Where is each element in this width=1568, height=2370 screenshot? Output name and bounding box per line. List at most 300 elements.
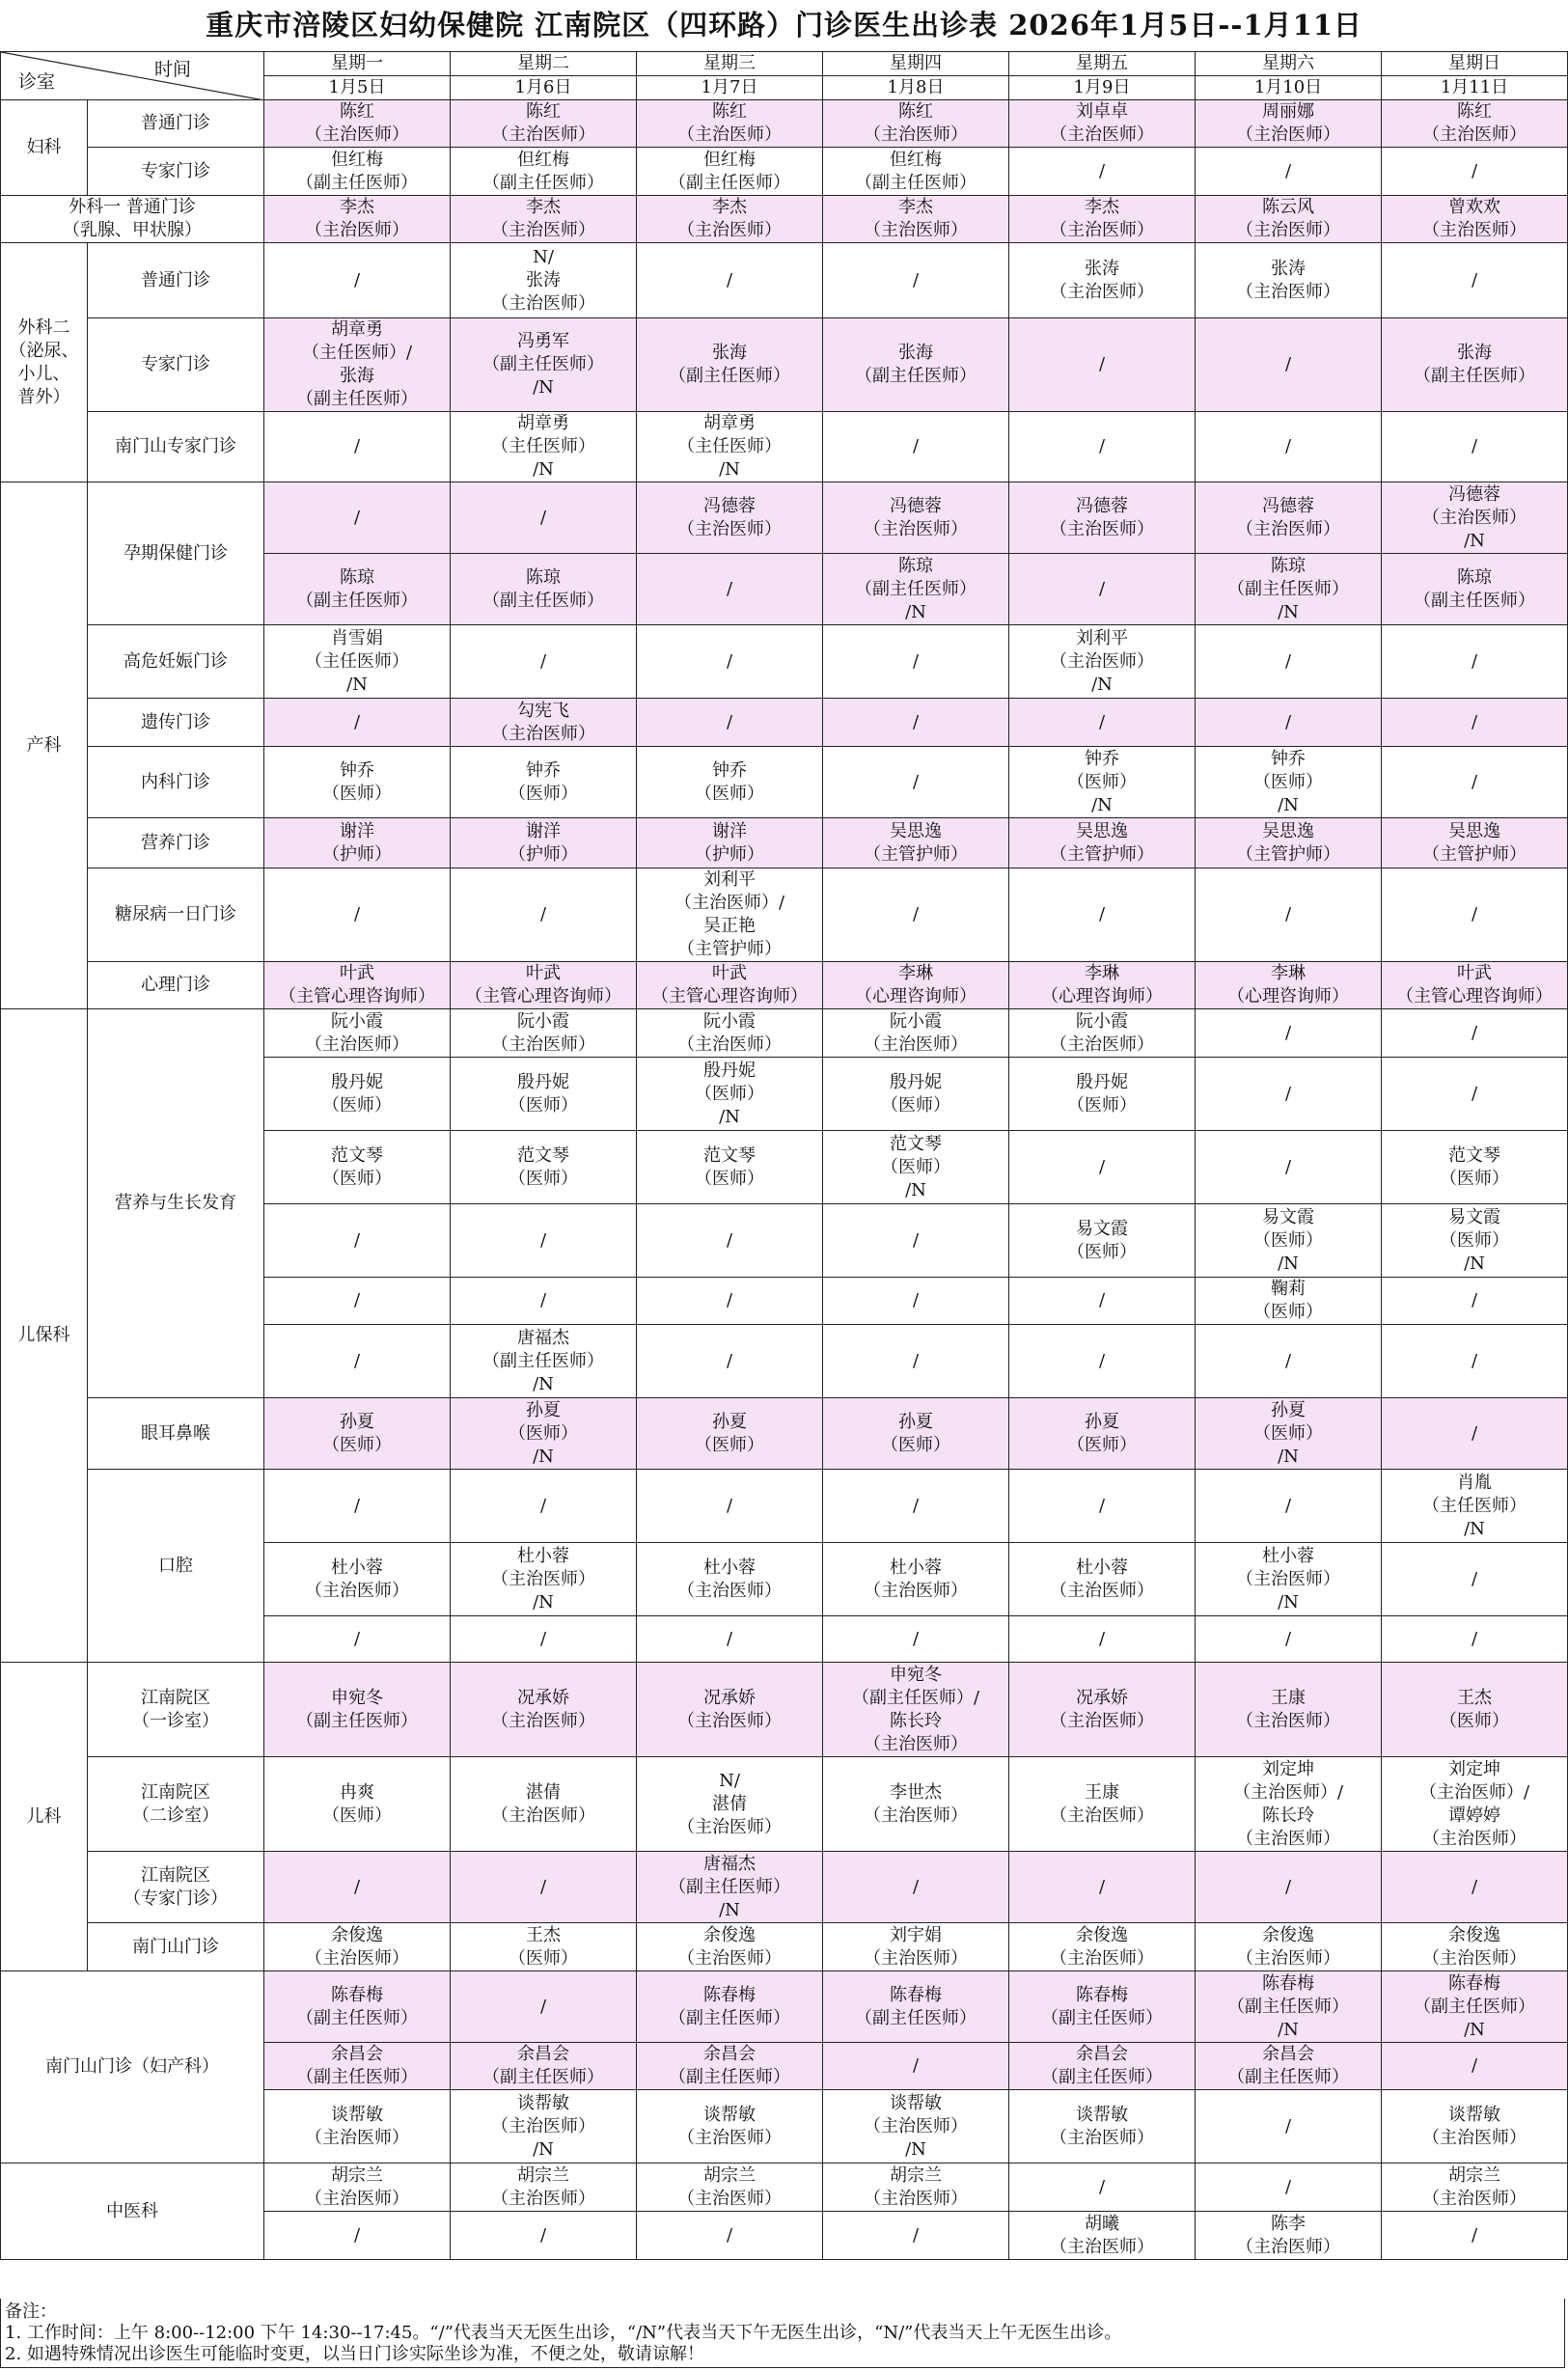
- schedule-cell: 冯德蓉 （主治医师）: [1196, 482, 1382, 554]
- schedule-cell: /: [1382, 699, 1568, 747]
- schedule-cell: 杜小蓉 （主治医师）: [823, 1543, 1009, 1616]
- schedule-cell: 殷丹妮 （医师）: [264, 1058, 451, 1131]
- schedule-cell: /: [823, 2212, 1009, 2260]
- table-row: [1, 699, 1568, 747]
- schedule-cell: /: [1382, 412, 1568, 482]
- date-header: 1月5日: [264, 76, 451, 100]
- schedule-cell: 王康 （主治医师）: [1196, 1663, 1382, 1757]
- schedule-cell: 谢洋 （护师）: [264, 818, 451, 868]
- schedule-cell: 余俊逸 （主治医师）: [1009, 1923, 1196, 1971]
- clinic-name-cell: 专家门诊: [88, 148, 264, 196]
- schedule-cell: 陈春梅 （副主任医师）: [264, 1971, 451, 2043]
- schedule-cell: /: [1009, 1278, 1196, 1325]
- schedule-cell: 谈帮敏 （主治医师） /N: [451, 2090, 637, 2163]
- schedule-cell: /: [1009, 318, 1196, 412]
- schedule-cell: /: [1196, 625, 1382, 699]
- clinic-name-cell: 眼耳鼻喉: [88, 1398, 264, 1470]
- schedule-cell: /: [637, 1325, 823, 1398]
- schedule-cell: 但红梅 （副主任医师）: [451, 148, 637, 196]
- schedule-cell: 李杰 （主治医师）: [823, 196, 1009, 243]
- schedule-cell: 陈琼 （副主任医师） /N: [1196, 554, 1382, 625]
- schedule-cell: 范文琴 （医师）: [451, 1131, 637, 1204]
- schedule-cell: 余昌会 （副主任医师）: [637, 2043, 823, 2090]
- date-header: 1月9日: [1009, 76, 1196, 100]
- schedule-cell: 余俊逸 （主治医师）: [1382, 1923, 1568, 1971]
- schedule-cell: 谢洋 （护师）: [451, 818, 637, 868]
- schedule-cell: 陈琼 （副主任医师）: [451, 554, 637, 625]
- table-row: [1, 747, 1568, 818]
- schedule-cell: 但红梅 （副主任医师）: [823, 148, 1009, 196]
- schedule-cell: /: [451, 1204, 637, 1278]
- schedule-cell: 唐福杰 （副主任医师） /N: [451, 1325, 637, 1398]
- schedule-cell: 李杰 （主治医师）: [637, 196, 823, 243]
- schedule-cell: 殷丹妮 （医师）: [451, 1058, 637, 1131]
- schedule-cell: /: [1009, 412, 1196, 482]
- date-header: 1月8日: [823, 76, 1009, 100]
- clinic-name-cell: 南门山门诊: [88, 1923, 264, 1971]
- schedule-cell: 吴思逸 （主管护师）: [1382, 818, 1568, 868]
- schedule-cell: /: [823, 243, 1009, 318]
- schedule-cell: 孙夏 （医师） /N: [451, 1398, 637, 1470]
- department-cell: 南门山门诊（妇产科）: [1, 1971, 264, 2163]
- table-row: [1, 1009, 1568, 1058]
- corner-room-label: 诊室: [18, 71, 56, 93]
- schedule-cell: 胡章勇 （主任医师） /N: [451, 412, 637, 482]
- schedule-cell: /: [1196, 2090, 1382, 2163]
- schedule-cell: 谈帮敏 （主治医师）: [264, 2090, 451, 2163]
- schedule-cell: /: [637, 1278, 823, 1325]
- schedule-cell: N/ 张涛 （主治医师）: [451, 243, 637, 318]
- schedule-cell: 胡曦 （主治医师）: [1009, 2212, 1196, 2260]
- schedule-cell: 范文琴 （医师）: [264, 1131, 451, 1204]
- schedule-cell: 吴思逸 （主管护师）: [1196, 818, 1382, 868]
- table-row: [1, 318, 1568, 412]
- schedule-cell: /: [1196, 1470, 1382, 1543]
- schedule-cell: 叶武 （主管心理咨询师）: [264, 962, 451, 1009]
- schedule-cell: 叶武 （主管心理咨询师）: [1382, 962, 1568, 1009]
- clinic-name-cell: 普通门诊: [88, 100, 264, 148]
- schedule-table: [0, 51, 1568, 2260]
- table-row: [1, 962, 1568, 1009]
- schedule-cell: /: [264, 2212, 451, 2260]
- schedule-cell: 孙夏 （医师）: [823, 1398, 1009, 1470]
- schedule-cell: 冉爽 （医师）: [264, 1757, 451, 1852]
- schedule-cell: 刘利平 （主治医师）/ 吴正艳 （主管护师）: [637, 868, 823, 962]
- schedule-cell: /: [1382, 1325, 1568, 1398]
- table-row: [1, 818, 1568, 868]
- schedule-cell: 谈帮敏 （主治医师）: [1009, 2090, 1196, 2163]
- schedule-cell: 易文霞 （医师） /N: [1382, 1204, 1568, 1278]
- schedule-cell: 阮小霞 （主治医师）: [823, 1009, 1009, 1058]
- weekday-header: 星期日: [1382, 52, 1568, 76]
- schedule-cell: 陈春梅 （副主任医师）: [823, 1971, 1009, 2043]
- clinic-name-cell: 江南院区 （二诊室）: [88, 1757, 264, 1852]
- schedule-cell: 陈琼 （副主任医师） /N: [823, 554, 1009, 625]
- table-row: [1, 868, 1568, 962]
- schedule-cell: 范文琴 （医师）: [1382, 1131, 1568, 1204]
- schedule-cell: /: [1382, 243, 1568, 318]
- page-title: 重庆市涪陵区妇幼保健院 江南院区（四环路）门诊医生出诊表 2026年1月5日--1月11日: [206, 9, 1362, 41]
- schedule-cell: /: [823, 868, 1009, 962]
- schedule-cell: /: [637, 2212, 823, 2260]
- schedule-cell: 胡宗兰 （主治医师）: [823, 2163, 1009, 2212]
- schedule-cell: /: [264, 1325, 451, 1398]
- schedule-cell: /: [1196, 1852, 1382, 1923]
- schedule-cell: 胡章勇 （主任医师）/ 张海 （副主任医师）: [264, 318, 451, 412]
- notes-line-1: 1. 工作时间：上午 8:00--12:00 下午 14:30--17:45。“/”代表当天无医生出诊，“/N”代表当天下午无医生出诊，“N/”代表当天上午无医生出诊。: [5, 2323, 1122, 2343]
- date-header: 1月10日: [1196, 76, 1382, 100]
- schedule-cell: 冯德蓉 （主治医师）: [823, 482, 1009, 554]
- schedule-cell: /: [1382, 1398, 1568, 1470]
- clinic-name-cell: 普通门诊: [88, 243, 264, 318]
- schedule-cell: 唐福杰 （副主任医师） /N: [637, 1852, 823, 1923]
- schedule-cell: 王杰 （医师）: [1382, 1663, 1568, 1757]
- schedule-cell: 张海 （副主任医师）: [637, 318, 823, 412]
- schedule-cell: /: [1196, 2163, 1382, 2212]
- table-row: [1, 1398, 1568, 1470]
- schedule-cell: /: [264, 1852, 451, 1923]
- schedule-cell: 勾宪飞 （主治医师）: [451, 699, 637, 747]
- schedule-cell: /: [1009, 554, 1196, 625]
- schedule-cell: 易文霞 （医师）: [1009, 1204, 1196, 1278]
- schedule-cell: /: [1382, 1058, 1568, 1131]
- schedule-cell: 王康 （主治医师）: [1009, 1757, 1196, 1852]
- schedule-cell: 余俊逸 （主治医师）: [1196, 1923, 1382, 1971]
- schedule-cell: 李琳 （心理咨询师）: [823, 962, 1009, 1009]
- schedule-cell: 钟乔 （医师）: [451, 747, 637, 818]
- schedule-cell: 范文琴 （医师） /N: [823, 1131, 1009, 1204]
- schedule-cell: 况承娇 （主治医师）: [1009, 1663, 1196, 1757]
- schedule-cell: 张海 （副主任医师）: [1382, 318, 1568, 412]
- table-row: [1, 1470, 1568, 1543]
- schedule-cell: 余昌会 （副主任医师）: [451, 2043, 637, 2090]
- schedule-cell: 况承娇 （主治医师）: [451, 1663, 637, 1757]
- schedule-cell: 吴思逸 （主管护师）: [823, 818, 1009, 868]
- weekday-header: 星期三: [637, 52, 823, 76]
- schedule-cell: /: [264, 699, 451, 747]
- table-row: [1, 1757, 1568, 1852]
- schedule-cell: 陈琼 （副主任医师）: [264, 554, 451, 625]
- schedule-cell: 余俊逸 （主治医师）: [637, 1923, 823, 1971]
- schedule-cell: 李琳 （心理咨询师）: [1196, 962, 1382, 1009]
- weekday-header: 星期五: [1009, 52, 1196, 76]
- schedule-cell: /: [823, 1325, 1009, 1398]
- schedule-cell: 申宛冬 （副主任医师）/ 陈长玲 （主治医师）: [823, 1663, 1009, 1757]
- schedule-cell: 但红梅 （副主任医师）: [637, 148, 823, 196]
- schedule-cell: /: [451, 1278, 637, 1325]
- schedule-cell: 湛倩 （主治医师）: [451, 1757, 637, 1852]
- schedule-cell: 曾欢欢 （主治医师）: [1382, 196, 1568, 243]
- date-header: 1月7日: [637, 76, 823, 100]
- schedule-cell: /: [451, 2212, 637, 2260]
- schedule-cell: 陈春梅 （副主任医师）: [637, 1971, 823, 2043]
- schedule-cell: /: [264, 482, 451, 554]
- clinic-name-cell: 遗传门诊: [88, 699, 264, 747]
- schedule-cell: 殷丹妮 （医师） /N: [637, 1058, 823, 1131]
- schedule-cell: /: [1009, 1470, 1196, 1543]
- table-row: [1, 1923, 1568, 1971]
- schedule-cell: 张涛 （主治医师）: [1009, 243, 1196, 318]
- schedule-cell: /: [451, 482, 637, 554]
- schedule-cell: 钟乔 （医师）: [264, 747, 451, 818]
- schedule-cell: /: [637, 1470, 823, 1543]
- table-row: [1, 243, 1568, 318]
- department-cell: 妇科: [1, 100, 88, 196]
- schedule-cell: 陈李 （主治医师）: [1196, 2212, 1382, 2260]
- schedule-cell: /: [823, 625, 1009, 699]
- schedule-cell: /: [264, 1204, 451, 1278]
- schedule-cell: /: [1382, 1543, 1568, 1616]
- schedule-cell: /: [1382, 2043, 1568, 2090]
- schedule-cell: 李杰 （主治医师）: [1009, 196, 1196, 243]
- schedule-cell: /: [1196, 868, 1382, 962]
- schedule-cell: /: [1196, 318, 1382, 412]
- notes-heading: 备注：: [5, 2301, 57, 2322]
- schedule-cell: N/ 湛倩 （主治医师）: [637, 1757, 823, 1852]
- schedule-cell: /: [1009, 148, 1196, 196]
- schedule-cell: 肖雪娟 （主任医师） /N: [264, 625, 451, 699]
- schedule-cell: 余昌会 （副主任医师）: [264, 2043, 451, 2090]
- schedule-cell: 孙夏 （医师） /N: [1196, 1398, 1382, 1470]
- schedule-cell: /: [1196, 412, 1382, 482]
- schedule-cell: 钟乔 （医师） /N: [1009, 747, 1196, 818]
- schedule-cell: 范文琴 （医师）: [637, 1131, 823, 1204]
- notes-line-2: 2. 如遇特殊情况出诊医生可能临时变更，以当日门诊实际坐诊为准，不便之处，敬请谅解！: [5, 2344, 704, 2364]
- schedule-cell: /: [823, 1278, 1009, 1325]
- schedule-cell: /: [823, 747, 1009, 818]
- table-row: [1, 100, 1568, 148]
- schedule-cell: 陈红 （主治医师）: [823, 100, 1009, 148]
- schedule-cell: 谈帮敏 （主治医师）: [1382, 2090, 1568, 2163]
- schedule-cell: 李世杰 （主治医师）: [823, 1757, 1009, 1852]
- schedule-cell: /: [1009, 1852, 1196, 1923]
- schedule-cell: /: [1382, 1852, 1568, 1923]
- schedule-cell: 张海 （副主任医师）: [823, 318, 1009, 412]
- schedule-cell: 鞠莉 （医师）: [1196, 1278, 1382, 1325]
- schedule-cell: 冯德蓉 （主治医师） /N: [1382, 482, 1568, 554]
- schedule-cell: 杜小蓉 （主治医师）: [264, 1543, 451, 1616]
- department-cell: 产科: [1, 482, 88, 1009]
- schedule-cell: 肖胤 （主任医师） /N: [1382, 1470, 1568, 1543]
- clinic-name-cell: 营养门诊: [88, 818, 264, 868]
- table-row: [1, 2163, 1568, 2212]
- schedule-cell: 杜小蓉 （主治医师）: [637, 1543, 823, 1616]
- date-header: 1月6日: [451, 76, 637, 100]
- schedule-cell: /: [451, 1616, 637, 1663]
- schedule-cell: 叶武 （主管心理咨询师）: [451, 962, 637, 1009]
- schedule-cell: 胡宗兰 （主治医师）: [264, 2163, 451, 2212]
- schedule-cell: 孙夏 （医师）: [264, 1398, 451, 1470]
- schedule-cell: 谈帮敏 （主治医师）: [637, 2090, 823, 2163]
- schedule-cell: /: [637, 1616, 823, 1663]
- schedule-cell: 陈云风 （主治医师）: [1196, 196, 1382, 243]
- schedule-cell: 李琳 （心理咨询师）: [1009, 962, 1196, 1009]
- schedule-cell: /: [1196, 1325, 1382, 1398]
- schedule-cell: 冯勇军 （副主任医师） /N: [451, 318, 637, 412]
- schedule-cell: /: [1009, 2163, 1196, 2212]
- schedule-cell: /: [264, 1470, 451, 1543]
- clinic-name-cell: 心理门诊: [88, 962, 264, 1009]
- clinic-name-cell: 江南院区 （专家门诊）: [88, 1852, 264, 1923]
- schedule-cell: /: [637, 243, 823, 318]
- schedule-cell: /: [451, 868, 637, 962]
- table-row: [1, 412, 1568, 482]
- schedule-cell: /: [1196, 1616, 1382, 1663]
- notes-section: [0, 2299, 1565, 2368]
- schedule-cell: 孙夏 （医师）: [637, 1398, 823, 1470]
- clinic-name-cell: 高危妊娠门诊: [88, 625, 264, 699]
- schedule-cell: /: [637, 699, 823, 747]
- department-cell: 外科二 （泌尿、 小儿、 普外）: [1, 243, 88, 482]
- schedule-cell: 王杰 （医师）: [451, 1923, 637, 1971]
- weekday-header: 星期一: [264, 52, 451, 76]
- schedule-cell: /: [637, 1204, 823, 1278]
- table-row: [1, 482, 1568, 554]
- table-row: [1, 625, 1568, 699]
- schedule-cell: 杜小蓉 （主治医师） /N: [1196, 1543, 1382, 1616]
- schedule-cell: /: [1382, 868, 1568, 962]
- schedule-cell: 阮小霞 （主治医师）: [264, 1009, 451, 1058]
- schedule-cell: 刘利平 （主治医师） /N: [1009, 625, 1196, 699]
- schedule-cell: /: [1382, 148, 1568, 196]
- schedule-cell: /: [264, 412, 451, 482]
- schedule-cell: /: [1382, 2212, 1568, 2260]
- corner-time-label: 时间: [153, 59, 191, 80]
- clinic-name-cell: 专家门诊: [88, 318, 264, 412]
- schedule-cell: 殷丹妮 （医师）: [1009, 1058, 1196, 1131]
- department-cell: 中医科: [1, 2163, 264, 2260]
- weekday-header: 星期六: [1196, 52, 1382, 76]
- schedule-cell: 谈帮敏 （主治医师） /N: [823, 2090, 1009, 2163]
- schedule-cell: 余俊逸 （主治医师）: [264, 1923, 451, 1971]
- schedule-cell: 孙夏 （医师）: [1009, 1398, 1196, 1470]
- clinic-name-cell: 江南院区 （一诊室）: [88, 1663, 264, 1757]
- schedule-cell: 阮小霞 （主治医师）: [637, 1009, 823, 1058]
- schedule-cell: /: [264, 1616, 451, 1663]
- department-cell: 儿科: [1, 1663, 88, 1971]
- schedule-cell: 胡宗兰 （主治医师）: [637, 2163, 823, 2212]
- schedule-cell: /: [1382, 1616, 1568, 1663]
- schedule-cell: /: [1196, 1058, 1382, 1131]
- schedule-cell: 冯德蓉 （主治医师）: [1009, 482, 1196, 554]
- table-row: [1, 1663, 1568, 1757]
- schedule-cell: /: [637, 625, 823, 699]
- table-row: [1, 1971, 1568, 2043]
- schedule-cell: /: [823, 699, 1009, 747]
- schedule-cell: /: [823, 1204, 1009, 1278]
- table-row: [1, 196, 1568, 243]
- schedule-cell: /: [1009, 699, 1196, 747]
- schedule-cell: /: [264, 1278, 451, 1325]
- schedule-cell: /: [1196, 148, 1382, 196]
- schedule-cell: /: [823, 1852, 1009, 1923]
- department-cell: 外科一 普通门诊 （乳腺、甲状腺）: [1, 196, 264, 243]
- schedule-cell: 殷丹妮 （医师）: [823, 1058, 1009, 1131]
- date-header: 1月11日: [1382, 76, 1568, 100]
- schedule-cell: /: [451, 1470, 637, 1543]
- schedule-cell: /: [637, 554, 823, 625]
- clinic-name-cell: 营养与生长发育: [88, 1009, 264, 1398]
- department-cell: 儿保科: [1, 1009, 88, 1663]
- schedule-cell: /: [1196, 699, 1382, 747]
- schedule-cell: 陈红 （主治医师）: [451, 100, 637, 148]
- schedule-cell: 谢洋 （护师）: [637, 818, 823, 868]
- schedule-cell: 阮小霞 （主治医师）: [1009, 1009, 1196, 1058]
- schedule-cell: 杜小蓉 （主治医师）: [1009, 1543, 1196, 1616]
- schedule-cell: 胡章勇 （主任医师） /N: [637, 412, 823, 482]
- schedule-cell: /: [1009, 868, 1196, 962]
- schedule-cell: 胡宗兰 （主治医师）: [1382, 2163, 1568, 2212]
- schedule-cell: 胡宗兰 （主治医师）: [451, 2163, 637, 2212]
- table-row: [1, 1852, 1568, 1923]
- clinic-name-cell: 糖尿病一日门诊: [88, 868, 264, 962]
- weekday-header: 星期四: [823, 52, 1009, 76]
- schedule-cell: /: [823, 2043, 1009, 2090]
- schedule-cell: 冯德蓉 （主治医师）: [637, 482, 823, 554]
- schedule-cell: 刘定坤 （主治医师）/ 谭婷婷 （主治医师）: [1382, 1757, 1568, 1852]
- schedule-cell: 刘卓卓 （主治医师）: [1009, 100, 1196, 148]
- schedule-cell: 杜小蓉 （主治医师） /N: [451, 1543, 637, 1616]
- schedule-cell: /: [264, 868, 451, 962]
- schedule-cell: 余昌会 （副主任医师）: [1196, 2043, 1382, 2090]
- clinic-name-cell: 孕期保健门诊: [88, 482, 264, 625]
- table-row: [1, 148, 1568, 196]
- header-corner: [1, 52, 264, 100]
- schedule-cell: 叶武 （主管心理咨询师）: [637, 962, 823, 1009]
- schedule-cell: 周丽娜 （主治医师）: [1196, 100, 1382, 148]
- weekday-header: 星期二: [451, 52, 637, 76]
- schedule-cell: 李杰 （主治医师）: [264, 196, 451, 243]
- schedule-cell: 况承娇 （主治医师）: [637, 1663, 823, 1757]
- schedule-cell: 易文霞 （医师） /N: [1196, 1204, 1382, 1278]
- schedule-cell: /: [1009, 1131, 1196, 1204]
- clinic-name-cell: 内科门诊: [88, 747, 264, 818]
- schedule-cell: 申宛冬 （副主任医师）: [264, 1663, 451, 1757]
- schedule-cell: /: [264, 243, 451, 318]
- schedule-cell: 阮小霞 （主治医师）: [451, 1009, 637, 1058]
- schedule-cell: 陈红 （主治医师）: [637, 100, 823, 148]
- schedule-cell: /: [1382, 1278, 1568, 1325]
- schedule-cell: 李杰 （主治医师）: [451, 196, 637, 243]
- schedule-cell: /: [1009, 1616, 1196, 1663]
- clinic-name-cell: 口腔: [88, 1470, 264, 1663]
- schedule-cell: /: [1009, 1325, 1196, 1398]
- schedule-cell: /: [1382, 1009, 1568, 1058]
- clinic-name-cell: 南门山专家门诊: [88, 412, 264, 482]
- schedule-cell: /: [1382, 625, 1568, 699]
- schedule-cell: 刘定坤 （主治医师）/ 陈长玲 （主治医师）: [1196, 1757, 1382, 1852]
- schedule-cell: 钟乔 （医师） /N: [1196, 747, 1382, 818]
- schedule-cell: 余昌会 （副主任医师）: [1009, 2043, 1196, 2090]
- schedule-cell: 陈春梅 （副主任医师）: [1009, 1971, 1196, 2043]
- schedule-cell: /: [823, 1470, 1009, 1543]
- schedule-cell: 陈红 （主治医师）: [1382, 100, 1568, 148]
- schedule-cell: /: [451, 1971, 637, 2043]
- schedule-cell: /: [451, 625, 637, 699]
- schedule-cell: /: [1196, 1131, 1382, 1204]
- schedule-cell: /: [1196, 1009, 1382, 1058]
- schedule-cell: /: [823, 412, 1009, 482]
- schedule-cell: 陈琼 （副主任医师）: [1382, 554, 1568, 625]
- schedule-cell: 张涛 （主治医师）: [1196, 243, 1382, 318]
- schedule-cell: 刘宇娟 （主治医师）: [823, 1923, 1009, 1971]
- schedule-cell: 陈春梅 （副主任医师） /N: [1382, 1971, 1568, 2043]
- schedule-cell: 但红梅 （副主任医师）: [264, 148, 451, 196]
- schedule-cell: /: [823, 1616, 1009, 1663]
- schedule-cell: 吴思逸 （主管护师）: [1009, 818, 1196, 868]
- schedule-cell: /: [451, 1852, 637, 1923]
- schedule-cell: 钟乔 （医师）: [637, 747, 823, 818]
